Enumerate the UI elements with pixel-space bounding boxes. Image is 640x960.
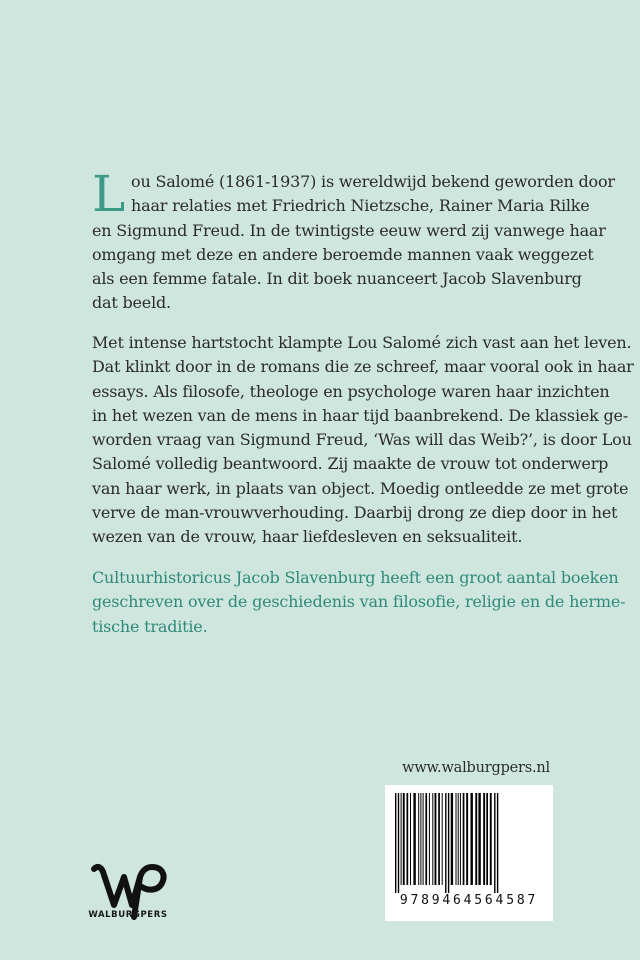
barcode-bar [494,793,495,893]
intro-line: dat beeld. [92,293,171,313]
body-line: essays. Als filosofe, theologe en psychologe waren haar inzichten [92,381,610,401]
barcode-bar [466,793,468,885]
barcode-bar [423,793,424,885]
body-line: Dat klinkt door in de romans die ze schreef, maar vooral ook in haar [92,357,634,377]
isbn-number: 9789464564587 [399,893,539,908]
barcode-bar [429,793,430,885]
barcode-bar [478,793,480,885]
author-bio [92,566,626,639]
barcode-bar [407,793,409,885]
barcode-bar [442,793,443,885]
isbn-barcode [385,785,553,921]
body-line: worden vraag van Sigmund Freud, ‘Was will das Weib?’, is door Lou [92,430,632,450]
barcode-bar [458,793,459,885]
intro-line: ou Salomé (1861-1937) is wereldwijd bekend geworden door [131,172,615,191]
barcode-bar [475,793,477,885]
barcode-bar [403,793,405,885]
barcode-bar [401,793,402,885]
barcode-bar [463,793,465,885]
body-paragraph [92,331,634,550]
bio-line: geschreven over de geschiedenis van filosofie, religie en de herme- [92,592,626,612]
barcode-bar [451,793,453,885]
barcode-bar [410,793,411,885]
barcode-bar [438,793,440,885]
barcode-bar [483,793,485,885]
intro-line: en Sigmund Freud. In de twintigste eeuw werd zij vanwege haar [92,220,606,240]
body-line: Salomé volledig beantwoord. Zij maakte de vrouw tot onderwerp [92,454,609,474]
barcode-bar [456,793,457,885]
barcode-bar [490,793,492,885]
publisher-logo-text: WALBURGPERS [88,910,168,920]
barcode-bar [471,793,473,885]
intro-line: als een femme fatale. In dit boek nuanceert Jacob Slavenburg [92,269,582,289]
barcode-bar [497,793,498,893]
barcode-bar [425,793,427,885]
barcode-bar [420,793,421,885]
publisher-website[interactable]: www.walburgpers.nl [402,760,550,776]
body-line: wezen van de vrouw, haar liefdesleven en seksualiteit. [92,527,523,547]
intro-line: haar relaties met Friedrich Nietzsche, Rainer Maria Rilke [131,196,590,216]
body-line: van haar werk, in plaats van object. Moedig ontleedde ze met grote [92,478,629,498]
barcode-bar [435,793,437,885]
bio-line: tische traditie. [92,616,208,636]
bio-line: Cultuurhistoricus Jacob Slavenburg heeft een groot aantal boeken [92,568,619,587]
barcode-bar [395,793,396,893]
barcode-bar [486,793,488,885]
intro-line: omgang met deze en andere beroemde mannen vaak weggezet [92,244,594,264]
barcode-bar [460,793,461,885]
intro-paragraph [92,165,615,316]
barcode-bar [398,793,399,893]
barcode-bar [413,793,415,885]
body-line: in het wezen van de mens in haar tijd baanbrekend. De klassiek ge- [92,405,629,425]
barcode-bars [393,793,545,893]
body-line: verve de man-vrouwverhouding. Daarbij drong ze diep door in het [92,503,618,523]
barcode-bar [418,793,419,885]
barcode-bar [448,793,449,893]
barcode-bar [432,793,433,885]
barcode-bar [445,793,446,893]
body-line: Met intense hartstocht klampte Lou Salomé zich vast aan het leven. [92,333,632,352]
drop-cap: L [92,165,126,223]
